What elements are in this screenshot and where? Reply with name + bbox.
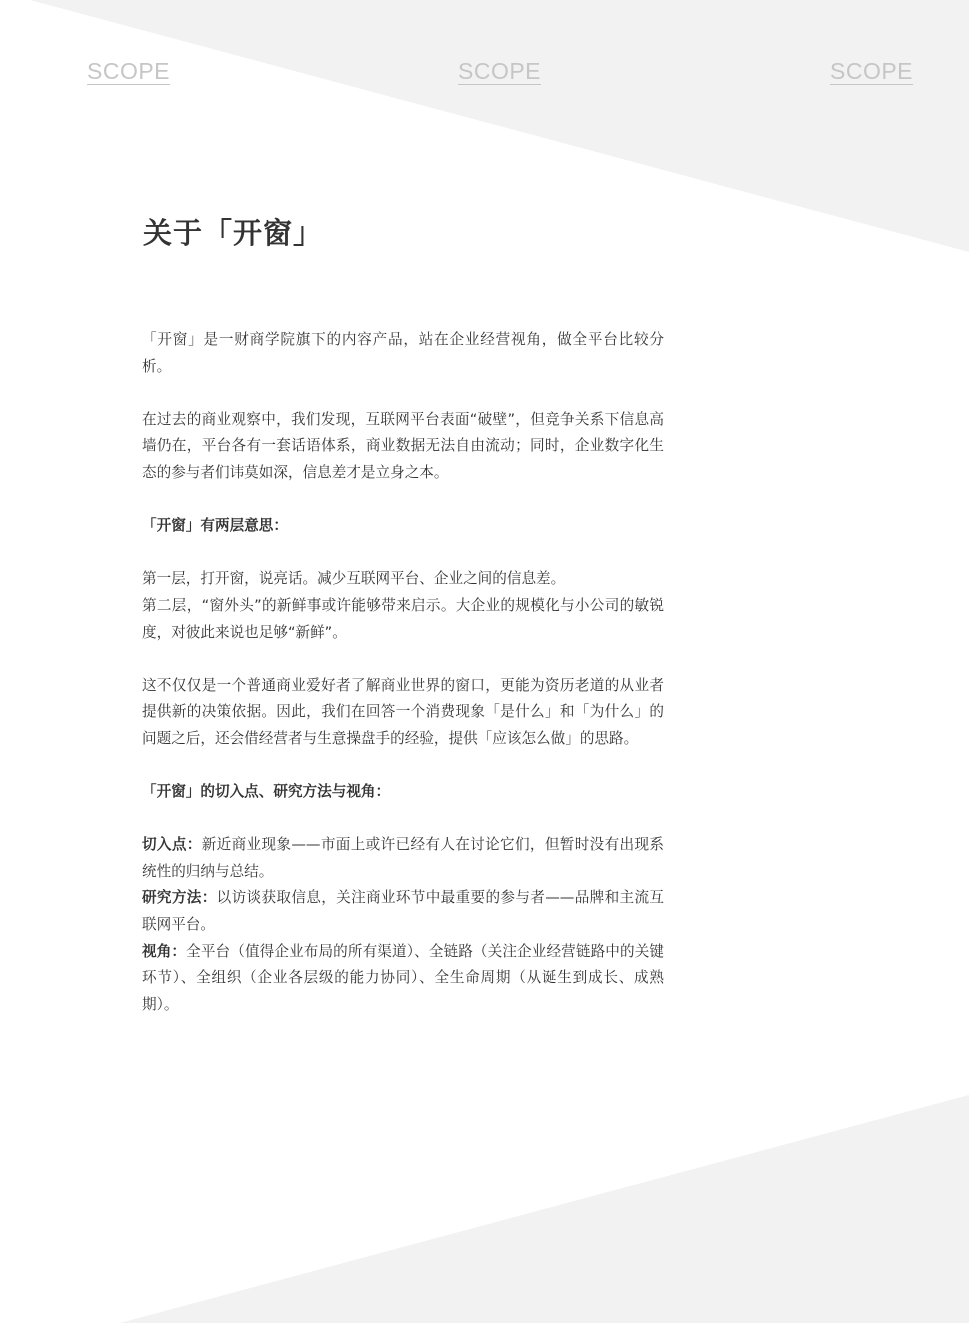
meaning-heading: 「开窗」有两层意思： — [142, 517, 288, 535]
research-method-paragraph — [142, 885, 664, 938]
method-heading: 「开窗」的切入点、研究方法与视角： — [142, 783, 391, 801]
intro-paragraph: 「开窗」是一财商学院旗下的内容产品，站在企业经营视角，做全平台比较分析。 — [142, 331, 664, 375]
research-method-label: 研究方法： — [142, 889, 217, 907]
layer-one-paragraph: 第一层，打开窗，说亮话。减少互联网平台、企业之间的信息差。 — [142, 570, 566, 588]
entry-point-text: 新近商业现象——市面上或许已经有人在讨论它们，但暂时没有出现系统性的归纳与总结。 — [142, 836, 664, 880]
perspective-text: 全平台（值得企业布局的所有渠道）、全链路（关注企业经营链路中的关键环节）、全组织（企业各层级的能力协同）、全生命周期（从诞生到成长、成熟期）。 — [142, 942, 664, 1013]
scope-watermark-right: SCOPE — [830, 58, 914, 84]
research-method-text: 以访谈获取信息，关注商业环节中最重要的参与者——品牌和主流互联网平台。 — [142, 889, 664, 934]
bottom-diagonal-band — [120, 1095, 969, 1323]
value-paragraph: 这不仅仅是一个普通商业爱好者了解商业世界的窗口，更能为资历老道的从业者提供新的决策依据。因此，我们在回答一个消费现象「是什么」和「为什么」的问题之后，还会借经营者与生意操盘手的经验，提供「应该怎么做」的思路。 — [142, 676, 664, 747]
perspective-label: 视角： — [142, 942, 187, 960]
scope-watermark-center: SCOPE — [458, 58, 542, 84]
entry-point-label: 切入点： — [142, 836, 202, 854]
background-paragraph: 在过去的商业观察中，我们发现，互联网平台表面“破壁”，但竞争关系下信息高墙仍在，平台各有一套话语体系，商业数据无法自由流动；同时，企业数字化生态的参与者们讳莫如深，信息差才是立身之本。 — [142, 410, 664, 481]
page-title: 关于「开窗」 — [143, 216, 324, 250]
article-body — [142, 327, 664, 1018]
layer-two-paragraph: 第二层，“窗外头”的新鲜事或许能够带来启示。大企业的规模化与小公司的敏锐度，对彼此来说也足够“新鲜”。 — [142, 596, 664, 641]
scope-watermark-left: SCOPE — [87, 58, 171, 84]
entry-point-paragraph — [142, 832, 664, 885]
perspective-paragraph — [142, 939, 664, 1019]
